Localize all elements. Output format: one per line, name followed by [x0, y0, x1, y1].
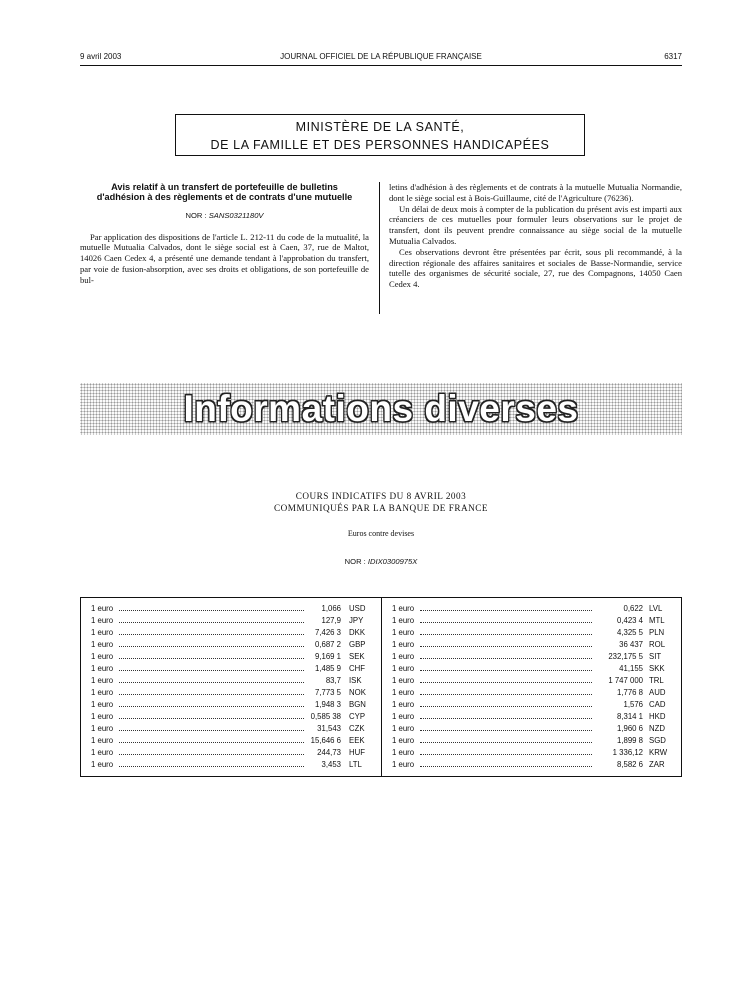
- cours-title: [80, 490, 682, 514]
- rate-row: [91, 687, 381, 699]
- rate-dot-leader: [420, 622, 592, 623]
- section-banner: [80, 383, 682, 435]
- rate-dot-leader: [119, 634, 304, 635]
- avis-paragraph-1: Par application des dispositions de l'article L. 212-11 du code de la mutualité, la mutuelle Mutualia Calvados, dont le siège social est à Caen, 37, rue de Maltot, 14026 Caen Cedex 4, a présenté une demande tendant à l'approbation du transfert, par voie de fusion-absorption, avec ses droits et obligations, de son portefeuille de bul-: [80, 231, 369, 285]
- rate-currency: GBP: [349, 640, 366, 649]
- rate-row: [392, 675, 682, 687]
- rate-currency: DKK: [349, 628, 366, 637]
- avis-nor-label: NOR :: [185, 210, 207, 220]
- rate-label: 1 euro: [392, 604, 415, 613]
- cours-nor-code: IDIX0300975X: [367, 557, 418, 566]
- rate-value: 9,169 1: [314, 652, 341, 661]
- rate-currency: HUF: [349, 748, 366, 757]
- rate-currency: USD: [349, 604, 366, 613]
- rate-value: 0,423 4: [616, 616, 643, 625]
- rate-label: 1 euro: [392, 628, 415, 637]
- rate-label: 1 euro: [91, 664, 114, 673]
- rate-row: [91, 723, 381, 735]
- rate-currency: CZK: [349, 724, 365, 733]
- rate-currency: HKD: [649, 712, 666, 721]
- rate-dot-leader: [420, 670, 592, 671]
- rate-dot-leader: [119, 670, 304, 671]
- rate-value: 7,773 5: [314, 688, 341, 697]
- avis-nor: [80, 211, 369, 222]
- ministry-box: [175, 114, 585, 156]
- rate-currency: KRW: [649, 748, 668, 757]
- rate-dot-leader: [420, 682, 592, 683]
- rate-dot-leader: [420, 706, 592, 707]
- rate-row: [392, 735, 682, 747]
- rate-label: 1 euro: [392, 664, 415, 673]
- rates-left-column: [91, 603, 381, 771]
- rate-row: [392, 615, 682, 627]
- cours-title-line-1: COURS INDICATIFS DU 8 AVRIL 2003: [295, 491, 467, 501]
- rate-row: [91, 603, 381, 615]
- rate-dot-leader: [420, 634, 592, 635]
- header-journal-title: JOURNAL OFFICIEL DE LA RÉPUBLIQUE FRANÇAISE: [280, 52, 482, 61]
- rate-dot-leader: [420, 766, 592, 767]
- rate-row: [91, 627, 381, 639]
- rate-row: [91, 639, 381, 651]
- rate-currency: LTL: [349, 760, 362, 769]
- rate-currency: NZD: [649, 724, 666, 733]
- rate-row: [392, 663, 682, 675]
- ministry-line-1: MINISTÈRE DE LA SANTÉ,: [295, 120, 465, 134]
- avis-nor-code: SANS0321180V: [208, 210, 264, 220]
- rate-value: 8,314 1: [616, 712, 643, 721]
- rate-value: 0,585 38: [310, 712, 341, 721]
- rate-label: 1 euro: [392, 676, 415, 685]
- rate-row: [392, 627, 682, 639]
- rate-value: 1,948 3: [314, 700, 341, 709]
- rate-value: 7,426 3: [314, 628, 341, 637]
- rate-currency: EEK: [349, 736, 365, 745]
- rate-dot-leader: [119, 742, 304, 743]
- rate-label: 1 euro: [91, 628, 114, 637]
- rate-currency: JPY: [349, 616, 364, 625]
- rate-row: [392, 639, 682, 651]
- rate-label: 1 euro: [91, 640, 114, 649]
- cours-title-line-2: COMMUNIQUÉS PAR LA BANQUE DE FRANCE: [274, 503, 488, 513]
- rate-dot-leader: [119, 718, 304, 719]
- rate-dot-leader: [420, 718, 592, 719]
- rate-value: 41,155: [619, 664, 643, 673]
- avis-title: Avis relatif à un transfert de portefeuille de bulletins d'adhésion à des règlements et de contrats d'une mutuelle: [96, 182, 353, 203]
- rate-label: 1 euro: [392, 748, 415, 757]
- rate-label: 1 euro: [392, 724, 415, 733]
- rate-value: 1,960 6: [616, 724, 643, 733]
- rate-label: 1 euro: [91, 760, 114, 769]
- rate-value: 4,325 5: [616, 628, 643, 637]
- rate-currency: ZAR: [649, 760, 665, 769]
- rate-label: 1 euro: [91, 676, 114, 685]
- rate-currency: MTL: [649, 616, 665, 625]
- rate-label: 1 euro: [91, 736, 114, 745]
- rate-row: [392, 603, 682, 615]
- rate-label: 1 euro: [392, 616, 415, 625]
- rate-value: 1,776 8: [616, 688, 643, 697]
- cours-nor-label: NOR :: [344, 557, 366, 566]
- header-rule: [80, 65, 682, 66]
- rate-currency: SEK: [349, 652, 365, 661]
- rates-column-divider: [381, 598, 382, 776]
- rate-dot-leader: [119, 754, 304, 755]
- rate-value: 1,899 8: [616, 736, 643, 745]
- rate-value: 1,066: [321, 604, 341, 613]
- rate-value: 0,687 2: [314, 640, 341, 649]
- rate-label: 1 euro: [392, 712, 415, 721]
- rate-row: [91, 663, 381, 675]
- cours-nor: [80, 557, 682, 566]
- rate-label: 1 euro: [91, 712, 114, 721]
- rate-currency: AUD: [649, 688, 666, 697]
- rate-currency: TRL: [649, 676, 664, 685]
- rate-value: 127,9: [321, 616, 341, 625]
- rate-label: 1 euro: [91, 748, 114, 757]
- rate-currency: SIT: [649, 652, 662, 661]
- rate-row: [91, 699, 381, 711]
- rate-label: 1 euro: [91, 724, 114, 733]
- rate-row: [91, 711, 381, 723]
- rate-row: [392, 747, 682, 759]
- avis-right-column: [389, 182, 682, 290]
- rate-currency: BGN: [349, 700, 366, 709]
- cours-subtitle: Euros contre devises: [347, 529, 415, 538]
- rate-label: 1 euro: [392, 760, 415, 769]
- rate-currency: LVL: [649, 604, 663, 613]
- rate-dot-leader: [119, 694, 304, 695]
- avis-paragraph-2: Un délai de deux mois à compter de la publication du présent avis est imparti aux créanciers de ces mutuelles pour formuler leurs observations sur le projet de transfert, dont ils peuvent prendre connaissance au siège social de la mutuelle Mutualia Calvados.: [389, 203, 682, 246]
- rate-value: 15,646 6: [310, 736, 341, 745]
- rate-row: [91, 747, 381, 759]
- rate-currency: NOK: [349, 688, 366, 697]
- rate-dot-leader: [119, 730, 304, 731]
- rates-right-column: [392, 603, 682, 771]
- rate-value: 1 336,12: [612, 748, 643, 757]
- rate-label: 1 euro: [392, 700, 415, 709]
- rate-dot-leader: [420, 742, 592, 743]
- rate-dot-leader: [420, 646, 592, 647]
- rate-row: [392, 651, 682, 663]
- rate-value: 1,576: [623, 700, 643, 709]
- rate-label: 1 euro: [392, 736, 415, 745]
- rate-row: [91, 759, 381, 771]
- rate-row: [392, 699, 682, 711]
- rate-dot-leader: [420, 694, 592, 695]
- avis-paragraph-3: Ces observations devront être présentées par écrit, sous pli recommandé, à la direction régionale des affaires sanitaires et sociales de Basse-Normandie, service tutelle des organismes de sécurité sociale, 27, rue des Compagnons, 14050 Caen Cedex 4.: [389, 246, 682, 290]
- rate-label: 1 euro: [91, 700, 114, 709]
- rate-currency: CHF: [349, 664, 366, 673]
- rate-currency: CAD: [649, 700, 666, 709]
- rate-dot-leader: [119, 706, 304, 707]
- rate-dot-leader: [119, 622, 304, 623]
- rate-value: 0,622: [623, 604, 643, 613]
- rate-value: 244,73: [317, 748, 341, 757]
- rate-dot-leader: [119, 766, 304, 767]
- rate-row: [392, 687, 682, 699]
- rate-dot-leader: [420, 730, 592, 731]
- rate-row: [91, 651, 381, 663]
- header-page-number: 6317: [664, 52, 682, 61]
- rate-row: [91, 675, 381, 687]
- rate-value: 8,582 6: [616, 760, 643, 769]
- rate-value: 83,7: [325, 676, 341, 685]
- rate-value: 232,175 5: [608, 652, 643, 661]
- ministry-line-2: DE LA FAMILLE ET DES PERSONNES HANDICAPÉES: [210, 138, 550, 152]
- rate-dot-leader: [119, 682, 304, 683]
- rate-dot-leader: [420, 658, 592, 659]
- rate-row: [392, 711, 682, 723]
- exchange-rates-table: [80, 597, 682, 777]
- rate-row: [392, 759, 682, 771]
- header-date: 9 avril 2003: [80, 52, 122, 61]
- rate-value: 31,543: [317, 724, 341, 733]
- rate-value: 1,485 9: [314, 664, 341, 673]
- page-header: [80, 52, 682, 64]
- avis-paragraph-1-continued: letins d'adhésion à des règlements et de contrats à la mutuelle Mutualia Normandie, dont le siège social est à Bois-Guillaume, cité de l'Agriculture (76236).: [389, 182, 682, 203]
- rate-dot-leader: [420, 610, 592, 611]
- rate-dot-leader: [119, 646, 304, 647]
- rate-label: 1 euro: [392, 688, 415, 697]
- rate-dot-leader: [119, 610, 304, 611]
- section-banner-title: Informations diverses: [183, 388, 579, 429]
- rate-dot-leader: [119, 658, 304, 659]
- rate-row: [91, 615, 381, 627]
- rate-label: 1 euro: [392, 652, 415, 661]
- rate-row: [91, 735, 381, 747]
- rate-currency: SGD: [649, 736, 666, 745]
- rate-value: 36 437: [619, 640, 643, 649]
- rate-currency: CYP: [349, 712, 366, 721]
- rate-label: 1 euro: [91, 688, 114, 697]
- rate-dot-leader: [420, 754, 592, 755]
- rate-label: 1 euro: [91, 652, 114, 661]
- rate-currency: PLN: [649, 628, 665, 637]
- rate-row: [392, 723, 682, 735]
- rate-label: 1 euro: [91, 604, 114, 613]
- rate-label: 1 euro: [91, 616, 114, 625]
- avis-left-column: [80, 182, 369, 286]
- rate-value: 1 747 000: [608, 676, 643, 685]
- rate-currency: ROL: [649, 640, 666, 649]
- column-divider: [379, 182, 380, 314]
- rate-currency: SKK: [649, 664, 665, 673]
- rate-currency: ISK: [349, 676, 362, 685]
- rate-value: 3,453: [321, 760, 341, 769]
- rate-label: 1 euro: [392, 640, 415, 649]
